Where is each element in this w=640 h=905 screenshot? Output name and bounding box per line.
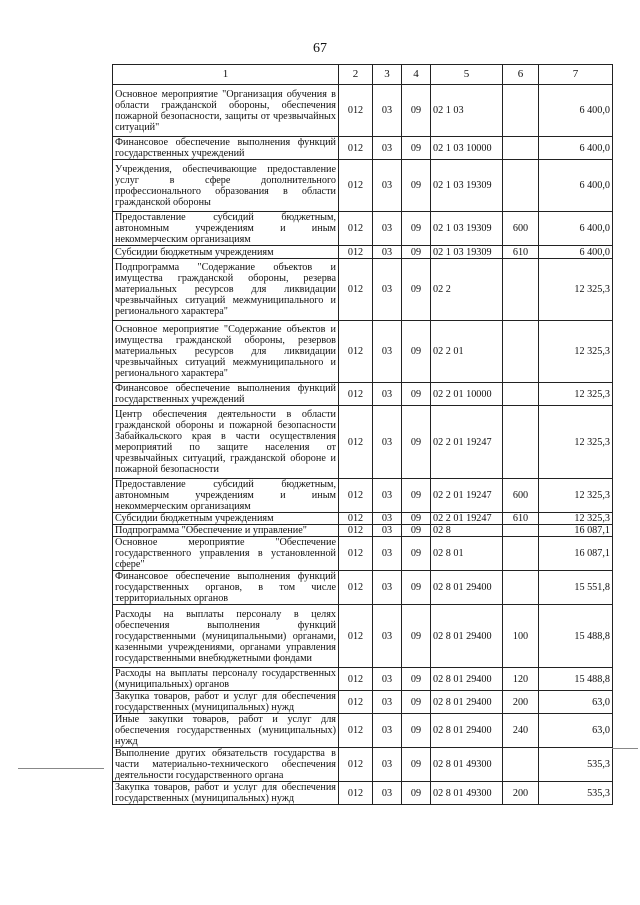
row-code-subsection: 09 [402,212,431,246]
row-code-subsection: 09 [402,85,431,137]
row-name: Выполнение других обязательств государства в части материально-технического обеспечения деятельности государственного органа [113,748,339,782]
row-code-expense-type [503,137,539,160]
table-row [113,714,613,748]
table-row [113,605,613,668]
row-name: Расходы на выплаты персоналу в целях обеспечения выполнения функций государственными (муниципальными) органами, казенными учреждениями, органами управления государственными внебюджетными фондами [113,605,339,668]
row-amount: 6 400,0 [539,85,613,137]
row-code-subsection: 09 [402,691,431,714]
row-name: Основное мероприятие "Организация обучения в области гражданской обороны, обеспечения пожарной безопасности, защиты от чрезвычайных ситуаций" [113,85,339,137]
column-header: 7 [539,65,613,85]
row-code-section: 03 [373,479,402,513]
table-row [113,748,613,782]
row-code-admin: 012 [339,605,373,668]
row-amount: 12 325,3 [539,259,613,321]
row-code-section: 03 [373,85,402,137]
row-name: Закупка товаров, работ и услуг для обеспечения государственных (муниципальных) нужд [113,782,339,805]
row-code-subsection: 09 [402,513,431,525]
row-code-expense-type [503,537,539,571]
row-code-subsection: 09 [402,160,431,212]
row-code-expense-type: 200 [503,691,539,714]
column-header: 4 [402,65,431,85]
table-row [113,321,613,383]
row-name: Финансовое обеспечение выполнения функций государственных учреждений [113,137,339,160]
row-name: Подпрограмма "Обеспечение и управление" [113,525,339,537]
row-code-subsection: 09 [402,246,431,259]
row-amount: 12 325,3 [539,383,613,406]
row-code-admin: 012 [339,160,373,212]
row-code-section: 03 [373,782,402,805]
row-code-subsection: 09 [402,571,431,605]
row-code-expense-type [503,748,539,782]
row-code-target: 02 1 03 [431,85,503,137]
row-code-expense-type: 200 [503,782,539,805]
table-row [113,383,613,406]
table-row [113,691,613,714]
row-name: Субсидии бюджетным учреждениям [113,513,339,525]
row-code-section: 03 [373,246,402,259]
row-code-expense-type: 600 [503,479,539,513]
column-header: 5 [431,65,503,85]
row-code-target: 02 1 03 19309 [431,246,503,259]
row-amount: 535,3 [539,748,613,782]
row-code-expense-type [503,321,539,383]
row-code-section: 03 [373,321,402,383]
row-code-subsection: 09 [402,525,431,537]
row-code-expense-type: 240 [503,714,539,748]
row-amount: 6 400,0 [539,160,613,212]
row-name: Учреждения, обеспечивающие предоставление услуг в сфере дополнительного профессионального образования в области гражданской обороны [113,160,339,212]
row-code-target: 02 2 01 19247 [431,513,503,525]
row-code-section: 03 [373,513,402,525]
row-amount: 12 325,3 [539,513,613,525]
table-row [113,137,613,160]
row-code-subsection: 09 [402,748,431,782]
row-code-section: 03 [373,537,402,571]
row-code-subsection: 09 [402,383,431,406]
row-code-target: 02 1 03 19309 [431,212,503,246]
row-code-expense-type [503,525,539,537]
row-code-admin: 012 [339,714,373,748]
row-code-target: 02 1 03 10000 [431,137,503,160]
table-body [113,85,613,805]
row-code-subsection: 09 [402,537,431,571]
table-row [113,246,613,259]
row-name: Закупка товаров, работ и услуг для обеспечения государственных (муниципальных) нужд [113,691,339,714]
row-name: Предоставление субсидий бюджетным, автономным учреждениям и иным некоммерческим организациям [113,479,339,513]
row-code-expense-type [503,406,539,479]
row-code-expense-type [503,383,539,406]
scan-artifact-line [18,768,104,769]
row-code-target: 02 8 01 29400 [431,714,503,748]
row-code-target: 02 8 01 29400 [431,605,503,668]
row-code-expense-type: 100 [503,605,539,668]
row-code-admin: 012 [339,513,373,525]
row-code-target: 02 2 01 19247 [431,479,503,513]
row-code-admin: 012 [339,479,373,513]
row-name: Финансовое обеспечение выполнения функций государственных учреждений [113,383,339,406]
row-code-section: 03 [373,748,402,782]
table-row [113,406,613,479]
column-header: 6 [503,65,539,85]
table-row [113,513,613,525]
budget-table [112,64,613,805]
row-name: Субсидии бюджетным учреждениям [113,246,339,259]
row-code-subsection: 09 [402,137,431,160]
row-code-admin: 012 [339,321,373,383]
row-code-expense-type: 120 [503,668,539,691]
row-code-admin: 012 [339,383,373,406]
row-code-section: 03 [373,668,402,691]
row-code-section: 03 [373,571,402,605]
row-code-admin: 012 [339,782,373,805]
row-code-target: 02 8 01 49300 [431,748,503,782]
column-header: 1 [113,65,339,85]
row-amount: 6 400,0 [539,137,613,160]
row-code-section: 03 [373,691,402,714]
row-code-target: 02 8 01 29400 [431,668,503,691]
row-code-admin: 012 [339,748,373,782]
row-code-admin: 012 [339,668,373,691]
column-header: 3 [373,65,402,85]
row-amount: 16 087,1 [539,525,613,537]
row-amount: 6 400,0 [539,212,613,246]
row-code-section: 03 [373,525,402,537]
row-code-admin: 012 [339,212,373,246]
row-code-expense-type: 610 [503,246,539,259]
table-row [113,212,613,246]
row-amount: 16 087,1 [539,537,613,571]
row-code-admin: 012 [339,691,373,714]
row-code-target: 02 8 [431,525,503,537]
row-code-section: 03 [373,259,402,321]
row-name: Центр обеспечения деятельности в области гражданской обороны и пожарной безопасности Забайкальского края в части осуществления мероприятий по защите населения от чрезвычайных ситуаций, гражданской обороне и пожарной безопасности [113,406,339,479]
row-code-admin: 012 [339,571,373,605]
row-code-target: 02 2 01 19247 [431,406,503,479]
row-amount: 535,3 [539,782,613,805]
column-header: 2 [339,65,373,85]
row-amount: 15 488,8 [539,605,613,668]
row-code-expense-type: 610 [503,513,539,525]
row-amount: 12 325,3 [539,406,613,479]
row-code-target: 02 2 01 10000 [431,383,503,406]
row-code-section: 03 [373,714,402,748]
row-code-expense-type [503,85,539,137]
row-code-subsection: 09 [402,782,431,805]
row-code-target: 02 8 01 [431,537,503,571]
row-code-subsection: 09 [402,479,431,513]
row-code-expense-type [503,160,539,212]
row-code-target: 02 8 01 29400 [431,691,503,714]
table-row [113,537,613,571]
row-amount: 12 325,3 [539,321,613,383]
row-name: Предоставление субсидий бюджетным, автономным учреждениям и иным некоммерческим организациям [113,212,339,246]
row-code-subsection: 09 [402,714,431,748]
row-code-target: 02 8 01 49300 [431,782,503,805]
row-code-subsection: 09 [402,668,431,691]
row-code-target: 02 2 01 [431,321,503,383]
header-row [113,65,613,85]
row-name: Подпрограмма "Содержание объектов и имущества гражданской обороны, резерва материальных ресурсов для ликвидации чрезвычайных ситуаций межмуниципального и регионального характера" [113,259,339,321]
scan-artifact-line [612,748,638,749]
table-row [113,782,613,805]
table-row [113,571,613,605]
row-code-section: 03 [373,605,402,668]
row-name: Расходы на выплаты персоналу государственных (муниципальных) органов [113,668,339,691]
row-code-admin: 012 [339,525,373,537]
row-code-target: 02 1 03 19309 [431,160,503,212]
row-code-target: 02 2 [431,259,503,321]
row-amount: 12 325,3 [539,479,613,513]
row-code-section: 03 [373,406,402,479]
row-code-section: 03 [373,160,402,212]
row-code-admin: 012 [339,85,373,137]
row-name: Иные закупки товаров, работ и услуг для обеспечения государственных (муниципальных) нужд [113,714,339,748]
row-code-admin: 012 [339,137,373,160]
row-name: Основное мероприятие "Обеспечение государственного управления в установленной сфере" [113,537,339,571]
table-row [113,259,613,321]
row-code-admin: 012 [339,406,373,479]
row-name: Основное мероприятие "Содержание объектов и имущества гражданской обороны, резервов материальных ресурсов для ликвидации чрезвычайных ситуаций межмуниципального и регионального характера" [113,321,339,383]
row-name: Финансовое обеспечение выполнения функций государственных органов, в том числе территориальных органов [113,571,339,605]
row-code-section: 03 [373,212,402,246]
row-code-admin: 012 [339,246,373,259]
page-number: 67 [313,41,327,56]
row-code-subsection: 09 [402,605,431,668]
row-code-admin: 012 [339,259,373,321]
row-code-section: 03 [373,137,402,160]
row-code-target: 02 8 01 29400 [431,571,503,605]
row-amount: 15 551,8 [539,571,613,605]
row-code-section: 03 [373,383,402,406]
row-code-subsection: 09 [402,321,431,383]
row-code-subsection: 09 [402,259,431,321]
row-amount: 6 400,0 [539,246,613,259]
row-amount: 63,0 [539,714,613,748]
row-code-subsection: 09 [402,406,431,479]
row-amount: 63,0 [539,691,613,714]
table-row [113,160,613,212]
table-row [113,525,613,537]
table-row [113,668,613,691]
row-code-expense-type: 600 [503,212,539,246]
table-row [113,85,613,137]
row-amount: 15 488,8 [539,668,613,691]
row-code-expense-type [503,259,539,321]
row-code-expense-type [503,571,539,605]
row-code-admin: 012 [339,537,373,571]
table-row [113,479,613,513]
